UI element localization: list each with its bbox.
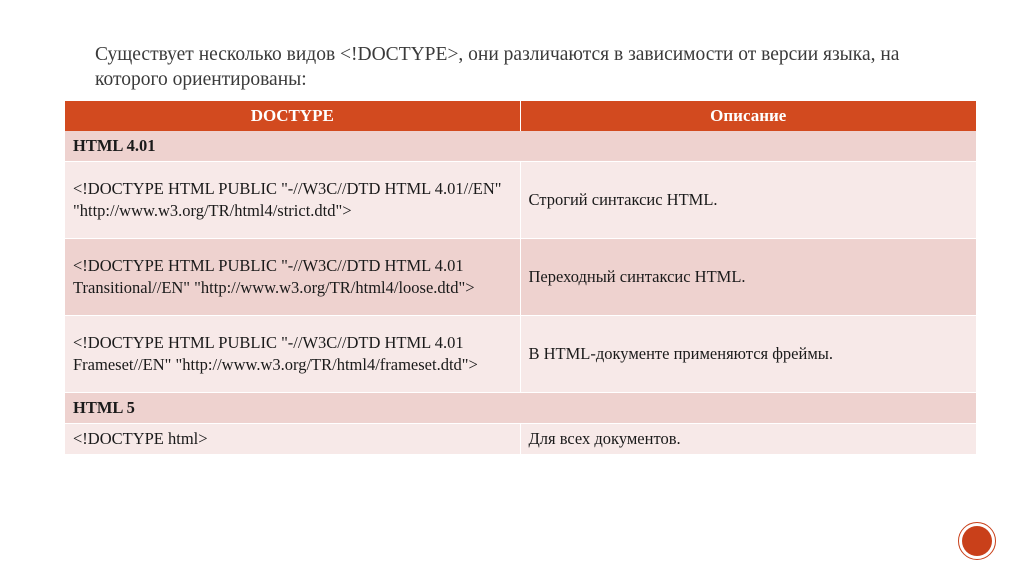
description-cell: Строгий синтаксис HTML. (520, 162, 976, 239)
doctype-table (65, 101, 976, 455)
doctype-cell: <!DOCTYPE HTML PUBLIC "-//W3C//DTD HTML 4.01//EN" "http://www.w3.org/TR/html4/strict.dtd"> (65, 162, 520, 239)
section-label: HTML 4.01 (65, 131, 976, 162)
doctype-cell: <!DOCTYPE HTML PUBLIC "-//W3C//DTD HTML 4.01 Transitional//EN" "http://www.w3.org/TR/html4/loose.dtd"> (65, 239, 520, 316)
corner-circle-button[interactable] (962, 526, 992, 556)
header-description: Описание (520, 101, 976, 131)
table-row (65, 316, 976, 393)
header-doctype: DOCTYPE (65, 101, 520, 131)
table-row (65, 239, 976, 316)
description-cell: Переходный синтаксис HTML. (520, 239, 976, 316)
doctype-cell: <!DOCTYPE html> (65, 424, 520, 455)
section-row-html5 (65, 393, 976, 424)
intro-text: Существует несколько видов <!DOCTYPE>, они различаются в зависимости от версии языка, на которого ориентированы: (95, 44, 900, 90)
table-row (65, 162, 976, 239)
section-label: HTML 5 (65, 393, 976, 424)
description-cell: В HTML-документе применяются фреймы. (520, 316, 976, 393)
section-row-html401 (65, 131, 976, 162)
description-cell: Для всех документов. (520, 424, 976, 455)
doctype-cell: <!DOCTYPE HTML PUBLIC "-//W3C//DTD HTML 4.01 Frameset//EN" "http://www.w3.org/TR/html4/frameset.dtd"> (65, 316, 520, 393)
table-header-row (65, 101, 976, 131)
table-row (65, 424, 976, 455)
